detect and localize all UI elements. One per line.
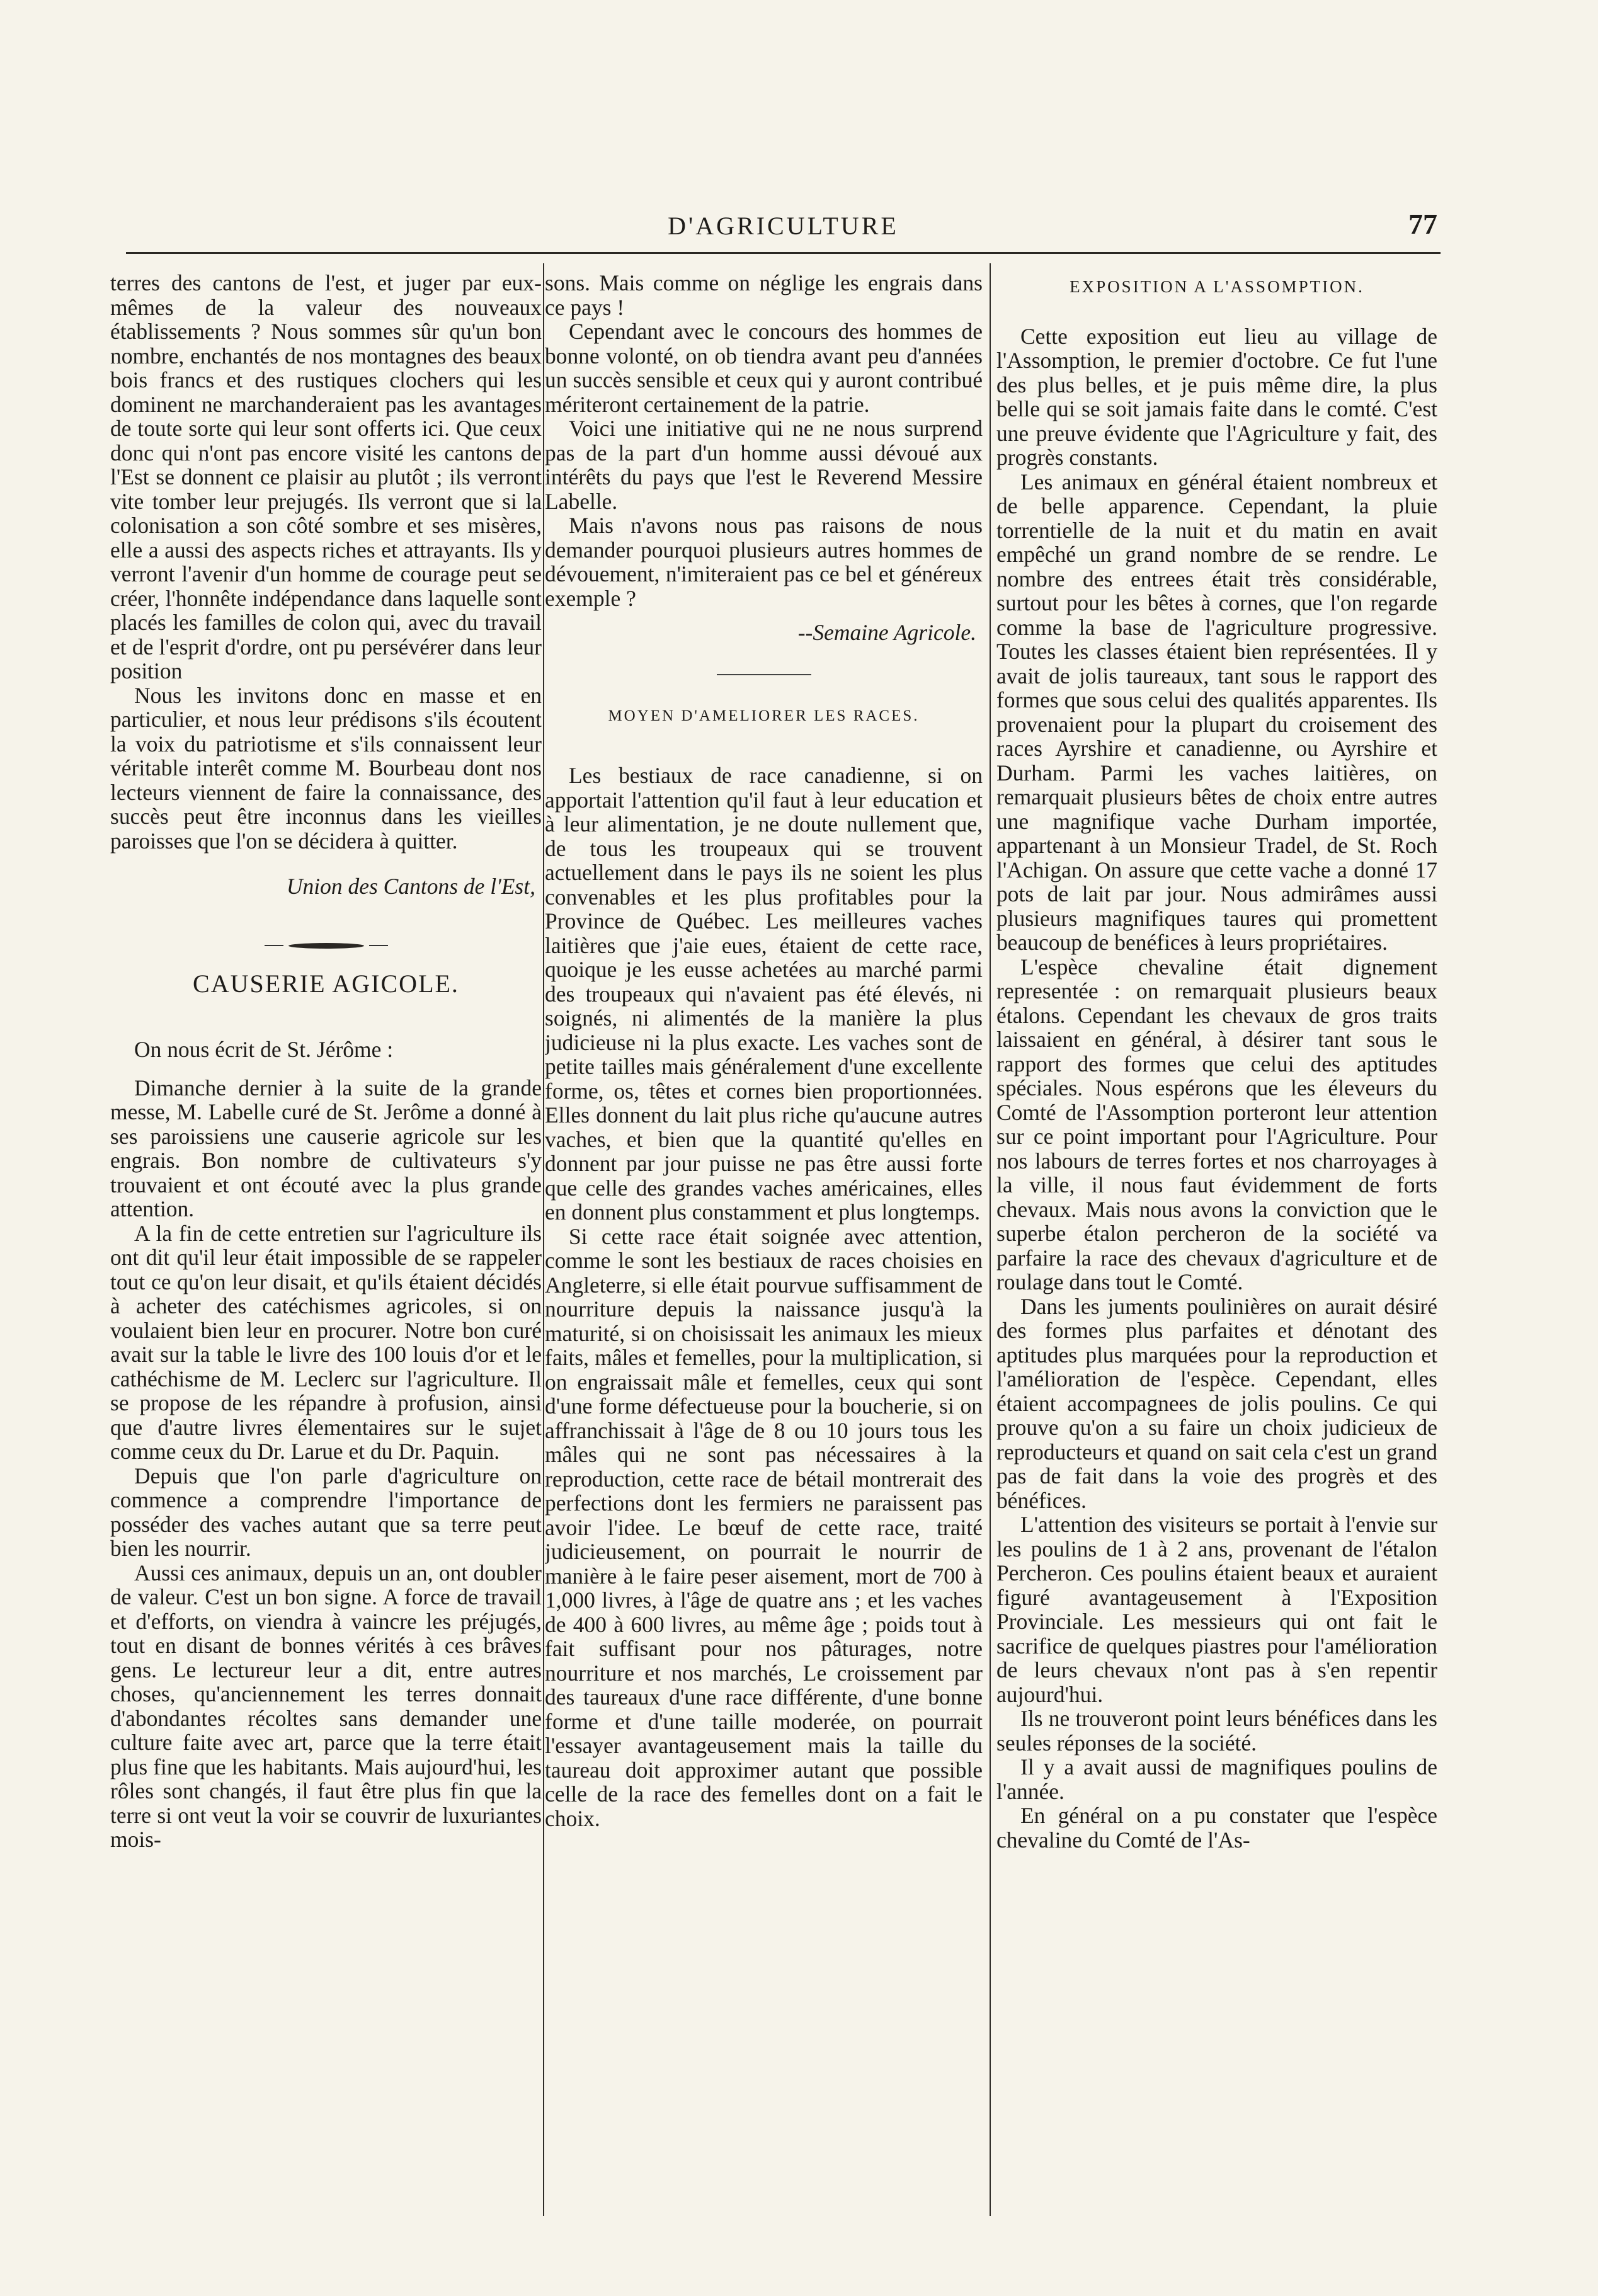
paragraph: On nous écrit de St. Jérôme : — [134, 1037, 394, 1062]
paragraph: Dans les juments poulinières on aurait désiré des formes plus parfaites et dénotant des aptitudes plus marquées pour la reproduction et l'amélioration de l'espèce. Cependant, elles étaient accompagnees de jolis poulins. Ce qui prouve qu'on a su faire un choix judicieux de reproducteurs et quand on sait cela c'est un grand pas de fait dans la voie des progrès et des bénéfices. — [996, 1293, 1437, 1513]
paragraph: Les bestiaux de race canadienne, si on apportait l'attention qu'il faut à leur education et à leur alimentation, je ne doute nullement que, de tous les troupeaux qui se trouvent actuellement dans le pays ils ne soient les plus convenables et les plus profitables pour la Province de Québec. Les meilleures vaches laitières que j'aie eues, étaient de cette race, quoique je les eusse achetées au marché parmi des troupeaux qui n'avaient pas été élevés, ni soignés, ni alimentés de la manière la plus judicieuse ni la plus exacte. Les vaches sont de petite tailles mais généralement d'une excellente forme, os, têtes et cornes bien proportionnées. Elles donnent du lait plus riche qu'aucune autres vaches, et bien que la quantité qu'elles en donnent par jour puisse ne pas être aussi forte que celle des grandes vaches américaines, elles en donnent plus constamment et plus longtemps. — [545, 763, 983, 1225]
running-head — [129, 208, 1437, 249]
column-1 — [110, 271, 542, 2236]
paragraph: Voici une initiative qui ne ne nous surprend pas de la part d'un homme aussi dévoué aux intérêts du pays que l'est le Reverend Messire Labelle. — [545, 416, 983, 514]
page-number: 77 — [1408, 208, 1437, 240]
paragraph: A la fin de cette entretien sur l'agriculture ils ont dit qu'il leur était impossible de se rappeler tout ce qu'on leur disait, et qu'ils étaient décidés à acheter des catéchismes agricoles, si on voulaient bien leur en procurer. Notre bon curé avait sur la table le livre des 100 louis d'or et le cathéchisme de M. Leclerc sur l'agriculture. Il se propose de les répandre à profusion, ainsi que d'autre livres élementaires sur le sujet comme ceux du Dr. Larue et du Dr. Paquin. — [110, 1220, 542, 1464]
section-heading: MOYEN D'AMELIORER LES RACES. — [608, 707, 920, 724]
paragraph: Si cette race était soignée avec attention, comme le sont les bestiaux de races choisies en Angleterre, si elle était pourvue suffisamment de nourriture depuis la naissance jusqu'à la maturité, si on choisissait les animaux les mieux faits, mâles et femelles, pour la multiplication, si on engraissait mâle et femelles, ceux qui sont d'une forme défectueuse pour la boucherie, si on affranchissait à l'âge de 8 ou 10 jours tous les mâles qui ne sont pas nécessaires à la reproduction, cette race de bétail montrerait des perfections dont les fermiers ne paraissent pas avoir l'idee. Le bœuf de cette race, traité judicieusement, on pourrait le nourrir de manière à le faire peser aisement, mort de 700 à 1,000 livres, à l'âge de quatre ans ; et les vaches de 400 à 600 livres, au même âge ; poids tout à fait suffisant pour nos pâturages, notre nourriture et nos marchés, Le croissement par des taureaux d'une race différente, d'une bonne forme et d'une taille moderée, on pourrait l'essayer avantageusement mais la taille du taureau doit approximer autant que possible celle de la race des femelles dont on a fait le choix. — [545, 1223, 983, 1831]
section-heading: CAUSERIE AGICOLE. — [193, 969, 459, 998]
paragraph: En général on a pu constater que l'espèce chevaline du Comté de l'As- — [996, 1803, 1437, 1853]
paragraph: Il y a avait aussi de magnifiques poulins de l'année. — [996, 1754, 1437, 1804]
article-signature: Union des Cantons de l'Est, — [286, 874, 535, 899]
running-title: D'AGRICULTURE — [668, 212, 899, 240]
paragraph: sons. Mais comme on néglige les engrais dans ce pays ! — [545, 271, 983, 320]
column-divider-1 — [543, 263, 544, 2216]
paragraph: Les animaux en général étaient nombreux et de belle apparence. Cependant, la pluie torrentielle de la nuit et du matin en avait empêché un grand nombre de se rendre. Le nombre des entrees était très considérable, surtout pour les bêtes à cornes, que l'on regarde comme la base de l'agriculture progressive. Toutes les classes étaient bien représentées. Il y avait de jolis taureaux, tant sous le rapport des formes que sous celui des qualités apparentes. Ils provenaient pour la plupart du croisement des races Ayrshire et canadienne, ou Ayrshire et Durham. Parmi les vaches laitières, on remarquait plusieurs bêtes de choix entre autres une magnifique vache Durham importée, appartenant à un Monsieur Tradel, de St. Roch l'Achigan. On assure que cette vache a donné 17 pots de lait par jour. Nous admirâmes aussi plusieurs magnifiques taures qui promettent beaucoup de benéfices à leurs propriétaires. — [996, 469, 1437, 955]
paragraph: terres des cantons de l'est, et juger par eux-mêmes de la valeur des nouveaux établissements ? Nous sommes sûr qu'un bon nombre, enchantés de nos montagnes des beaux bois francs et des rustiques clochers qui les dominent ne marchanderaient pas les avantages de toute sorte qui leur sont offerts ici. Que ceux donc qui n'ont pas encore visité les cantons de l'Est se donnent ce plaisir au plutôt ; ils verront vite tomber leur prejugés. Ils verront que si la colonisation a son côté sombre et ses misères, elle a aussi des aspects riches et attrayants. Ils y verront l'avenir d'un homme de courage peut se créer, l'honnête indépendance dans laquelle sont placés les familles de colon qui, avec du travail et de l'esprit d'ordre, ont pu persévérer dans leur position — [110, 271, 542, 683]
paragraph: Cette exposition eut lieu au village de l'Assomption, le premier d'octobre. Ce fut l'une des plus belles, et je puis même dire, la plus belle qui se soit jamais faite dans le comté. C'est une preuve évidente que l'Agriculture y fait, des progrès constants. — [996, 323, 1437, 470]
paragraph: Aussi ces animaux, depuis un an, ont doubler de valeur. C'est un bon signe. A force de travail et d'efforts, on viendra à vaincre les préjugés, tout en disant de bonnes vérités à ces brâves gens. Le lectureur leur a dit, entre autres choses, qu'anciennement les terres donnait d'abondantes récoltes sans demander une culture faite avec art, parce que la terre était plus fine que les habitants. Mais aujourd'hui, les rôles sont changés, il faut être plus fin que la terre si ont veut la voir se couvrir de luxuriantes mois- — [110, 1560, 542, 1852]
paragraph: Nous les invitons donc en masse et en particulier, et nous leur prédisons s'ils écoutent la voix du patriotisme et s'ils connaissent leur véritable interêt comme M. Bourbeau dont nos lecteurs viennent de faire la connaissance, des succès peut être inconnus dans les vieilles paroisses que l'on se décidera à quitter. — [110, 682, 542, 854]
column-3 — [996, 271, 1437, 2236]
section-heading: EXPOSITION A L'ASSOMPTION. — [1070, 277, 1364, 296]
paragraph: Dimanche dernier à la suite de la grande messe, M. Labelle curé de St. Jerôme a donné à ses paroissiens une causerie agricole sur les engrais. Bon nombre de cultivateurs s'y trouvaient et ont écouté avec la plus grande attention. — [110, 1075, 542, 1221]
paragraph: L'espèce chevaline était dignement representée : on remarquait plusieurs beaux étalons. Cependant les chevaux de gros traits laissaient en général, à désirer tant sous le rapport des formes que celui des aptitudes spéciales. Nous espérons que les éleveurs du Comté de l'Assomption porteront leur attention sur ce point important pour l'Agriculture. Pour nos labours de terres fortes et nos charroyages à la ville, il nous faut évidemment de forts chevaux. Mais nous avons la conviction que le superbe étalon percheron de la société va parfaire la race des chevaux d'agriculture et de roulage dans tout le Comté. — [996, 954, 1437, 1294]
column-2 — [545, 271, 983, 2236]
header-rule — [126, 252, 1441, 254]
article-signature: --Semaine Agricole. — [797, 620, 976, 645]
paragraph: Ils ne trouveront point leurs bénéfices dans les seules réponses de la société. — [996, 1706, 1437, 1756]
paragraph: L'attention des visiteurs se portait à l'envie sur les poulins de 1 à 2 ans, provenant de l'étalon Percheron. Ces poulins étaient beaux et auraient figuré avantageusement à l'Exposition Provinciale. Les messieurs qui ont fait le sacrifice de quelques piastres pour l'amélioration de leurs chevaux n'ont pas à s'en repentir aujourd'hui. — [996, 1512, 1437, 1707]
section-ornament — [110, 932, 542, 942]
paragraph: Depuis que l'on parle d'agriculture on commence a comprendre l'importance de posséder des vaches autant que sa terre peut bien les nourrir. — [110, 1463, 542, 1561]
section-rule — [717, 674, 811, 675]
paragraph: Mais n'avons nous pas raisons de nous demander pourquoi plusieurs autres hommes de dévouement, n'imiteraient pas ce bel et généreux exemple ? — [545, 513, 983, 611]
paragraph: Cependant avec le concours des hommes de bonne volonté, on ob tiendra avant peu d'années un succès sensible et ceux qui y auront contribué mériteront certainement de la patrie. — [545, 319, 983, 417]
column-divider-2 — [990, 263, 991, 2216]
